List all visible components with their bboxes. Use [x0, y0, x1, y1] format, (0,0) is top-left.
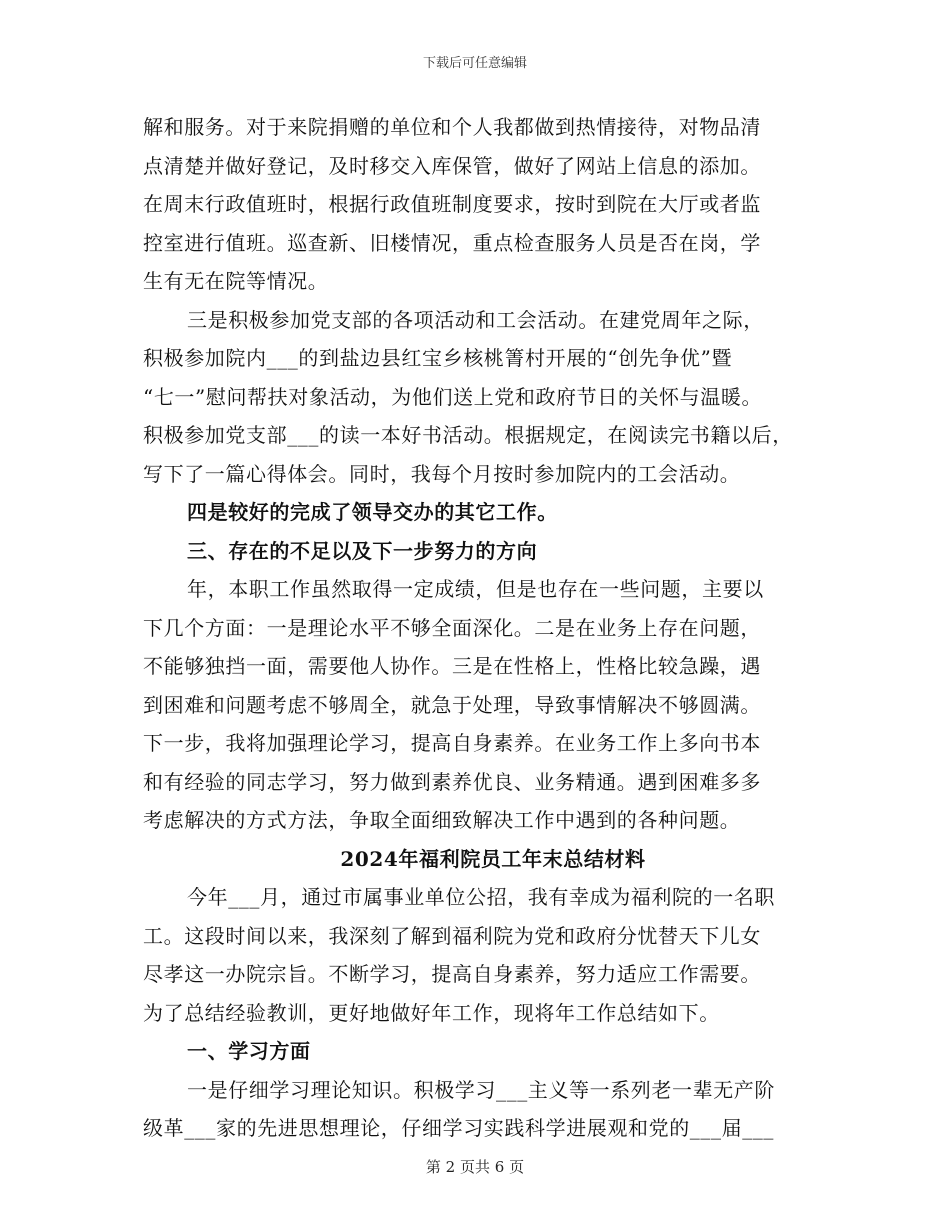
body-line: 写下了一篇心得体会。同时，我每个月按时参加院内的工会活动。 [143, 461, 741, 486]
body-line: 下几个方面：一是理论水平不够全面深化。二是在业务上存在问题， [143, 615, 761, 640]
section-heading: 一、学习方面 [187, 1039, 311, 1063]
body-line: 尽孝这一办院宗旨。不断学习，提高自身素养，努力适应工作需要。 [143, 962, 761, 986]
body-line: 解和服务。对于来院捐赠的单位和个人我都做到热情接待，对物品清 [143, 115, 761, 139]
body-line: 级革___家的先进思想理论，仔细学习实践科学进展观和党的___届___ [143, 1116, 774, 1140]
body-line: 积极参加院内___的到盐边县红宝乡核桃箐村开展的“创先争优”暨 [143, 346, 733, 370]
body-line: 考虑解决的方式方法，争取全面细致解决工作中遇到的各种问题。 [143, 808, 741, 832]
document-body [143, 108, 823, 1148]
body-line: 生有无在院等情况。 [143, 269, 329, 293]
body-line: 在周末行政值班时，根据行政值班制度要求，按时到院在大厅或者监 [143, 192, 761, 216]
body-line: 点清楚并做好登记，及时移交入库保管，做好了网站上信息的添加。 [143, 153, 761, 178]
body-line: 到困难和问题考虑不够周全，就急于处理，导致事情解决不够圆满。 [143, 692, 761, 717]
paragraph-start-line: 一是仔细学习理论知识。积极学习___主义等一系列老一辈无产阶 [187, 1077, 775, 1102]
paragraph-start-line: 三是积极参加党支部的各项活动和工会活动。在建党周年之际， [187, 307, 764, 332]
body-line: 不能够独挡一面，需要他人协作。三是在性格上，性格比较急躁，遇 [143, 654, 761, 678]
paragraph-start-line: 年，本职工作虽然取得一定成绩，但是也存在一些问题，主要以 [187, 577, 764, 601]
body-line: 为了总结经验教训，更好地做好年工作，现将年工作总结如下。 [143, 1000, 720, 1025]
body-line: 和有经验的同志学习，努力做到素养优良、业务精通。遇到困难多多 [143, 769, 761, 794]
page-header: 下载后可任意编辑 [422, 56, 527, 71]
paragraph-start-line: 今年___月，通过市属事业单位公招，我有幸成为福利院的一名职 [187, 885, 775, 909]
page-number: 第 2 页共 6 页 [425, 1158, 525, 1176]
bold-heading: 四是较好的完成了领导交办的其它工作。 [187, 500, 558, 524]
body-line: 积极参加党支部___的读一本好书活动。根据规定，在阅读完书籍以后， [143, 423, 793, 447]
section-heading: 三、存在的不足以及下一步努力的方向 [187, 538, 538, 563]
body-line: 控室进行值班。巡查新、旧楼情况，重点检查服务人员是否在岗，学 [143, 230, 761, 255]
body-line: 下一步，我将加强理论学习，提高自身素养。在业务工作上多向书本 [143, 731, 761, 755]
body-line: “七一”慰问帮扶对象活动，为他们送上党和政府节日的关怀与温暖。 [143, 384, 763, 409]
body-line: 工。这段时间以来，我深刻了解到福利院为党和政府分忧替天下儿女 [143, 923, 761, 948]
document-title: 2024年福利院员工年末总结材料 [340, 846, 646, 871]
